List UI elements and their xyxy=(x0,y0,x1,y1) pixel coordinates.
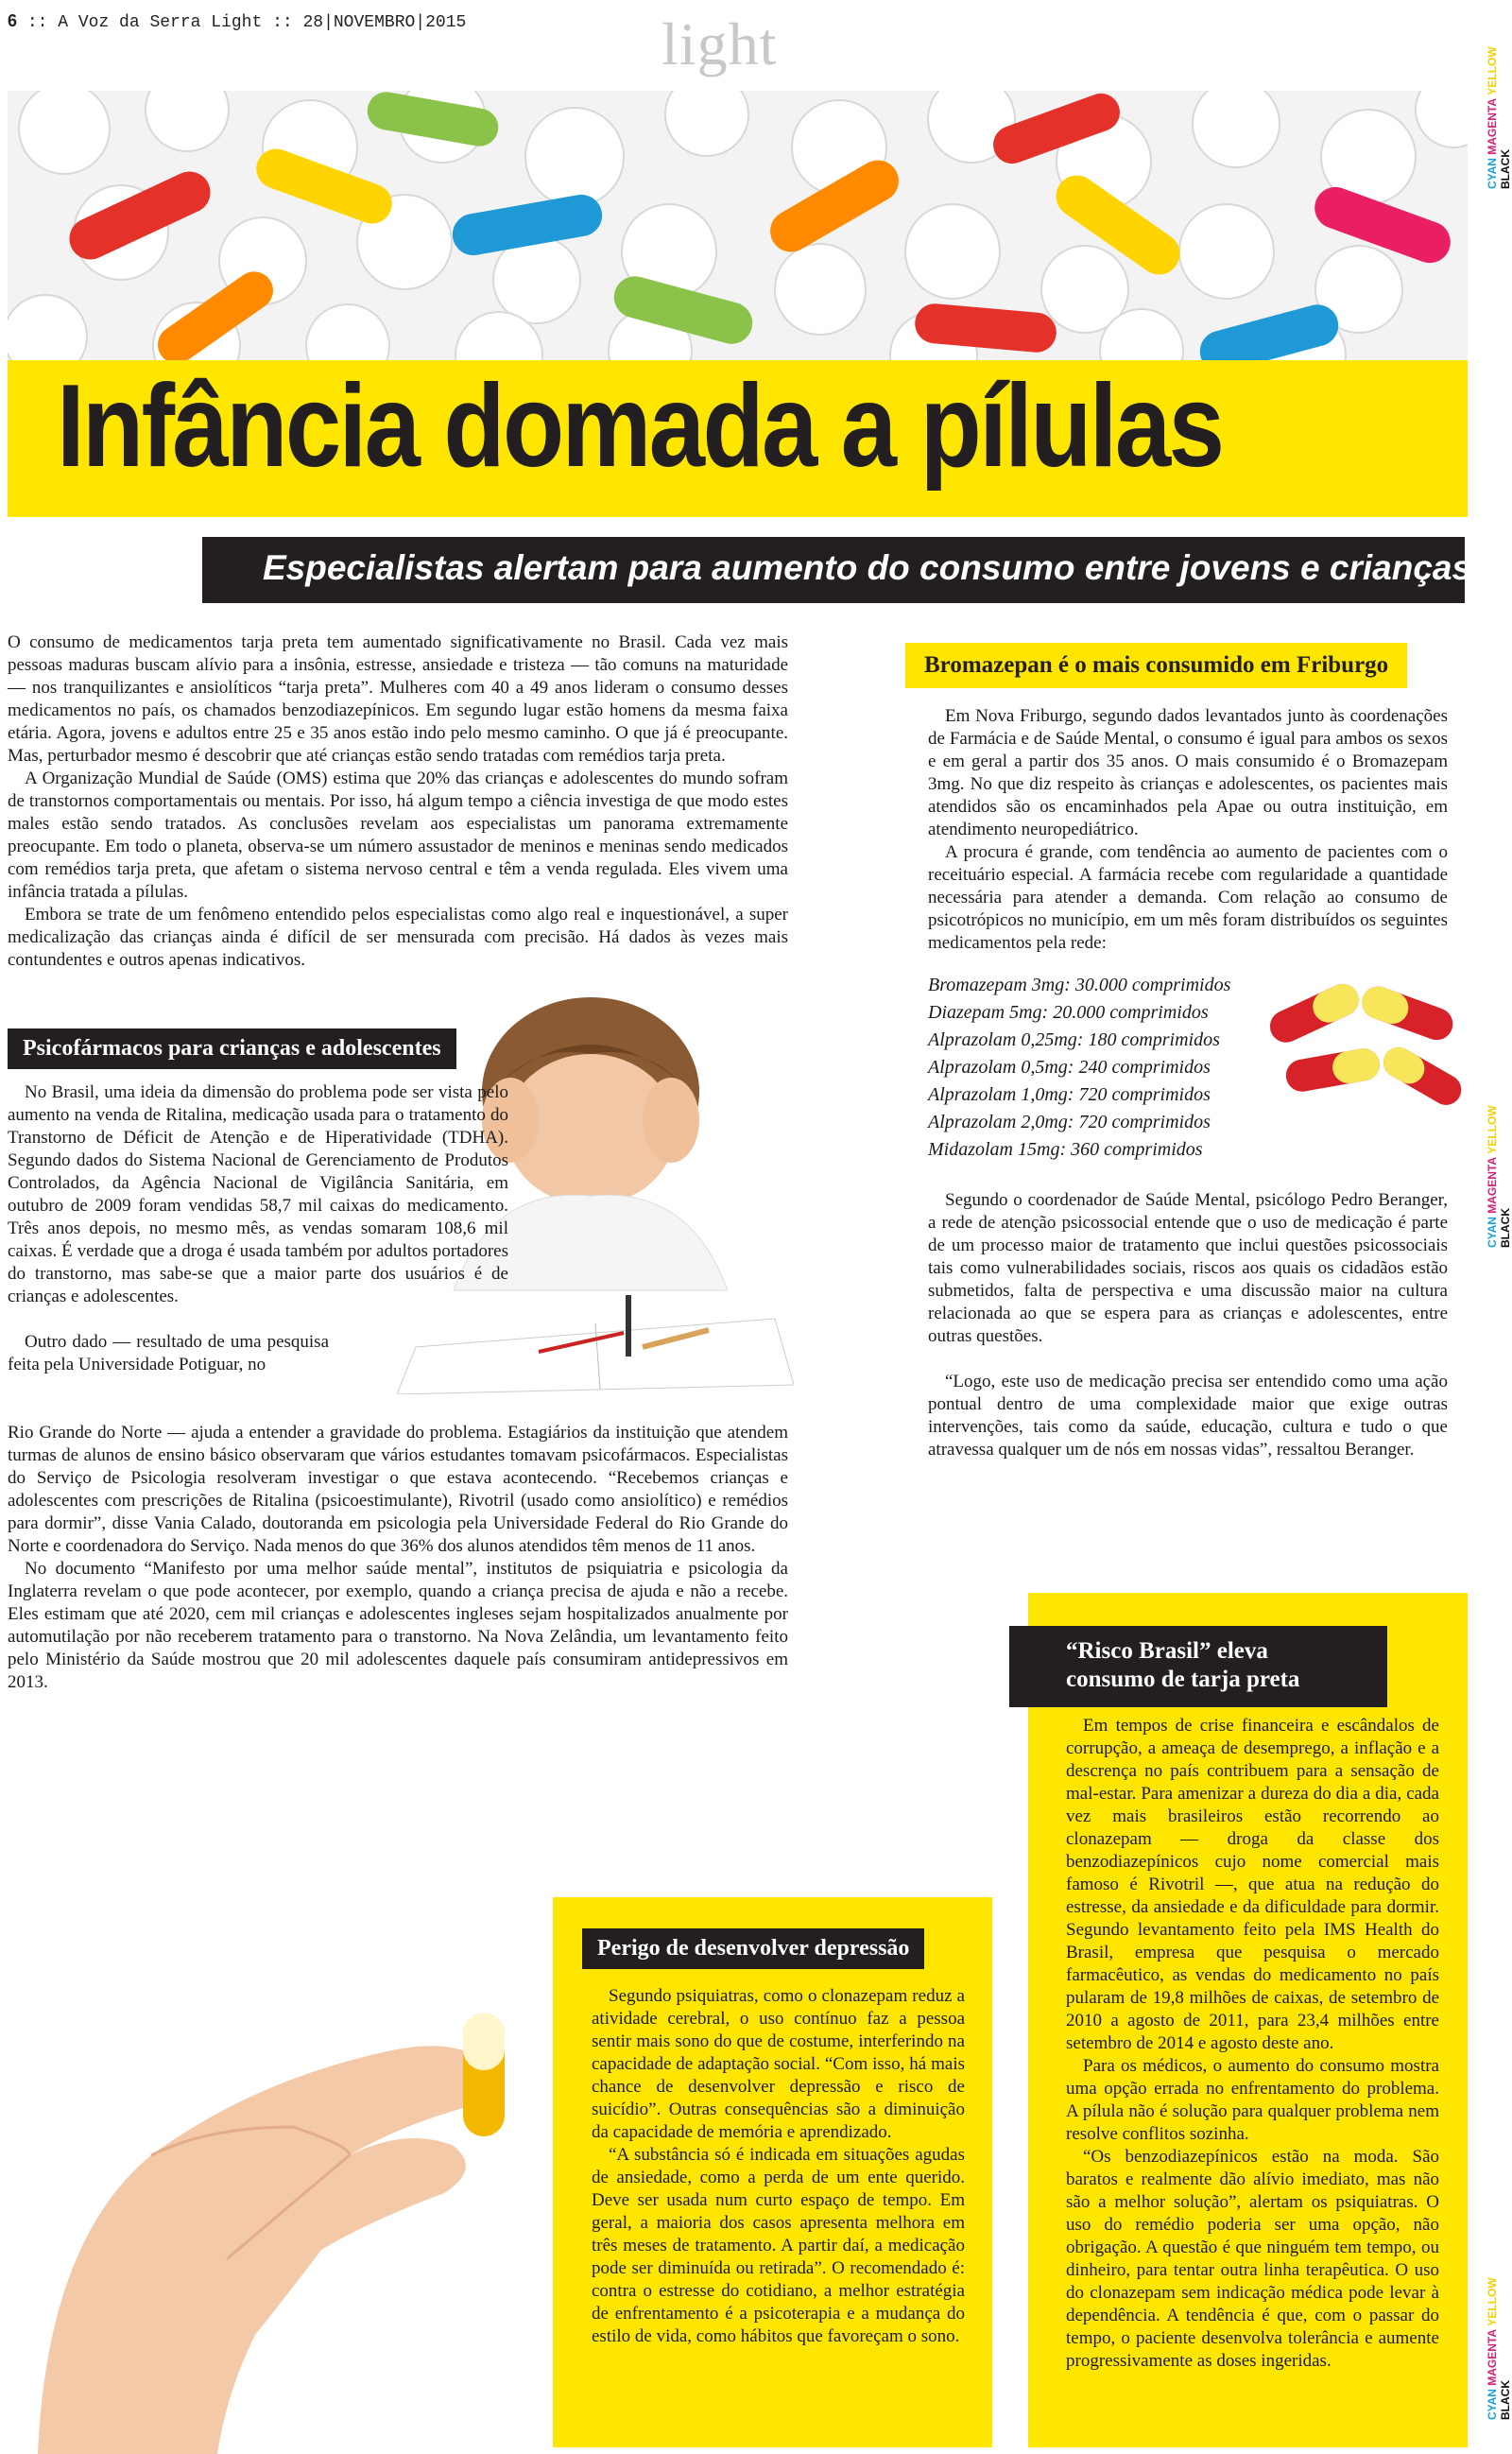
psico-paragraph: Rio Grande do Norte — ajuda a entender a gravidade do problema. Estagiários da instituição que atendem turmas de alunos de ensino básico observaram que vários estudantes tomavam psicofármacos. Especialistas do Serviço de Psicologia resolveram investigar o que estava acontecendo. “Recebemos crianças e adolescentes com prescrições de Ritalina (psicoestimulante), Rivotril (usado como ansiolítico) e remédios para dormir”, disse Vania Calado, doutoranda em psicologia pela Universidade Federal do Rio Grande do Norte e coordenadora do Serviço. Nada menos do que 36% dos alunos atendidos têm menos de 11 anos. xyxy=(8,1423,788,1556)
color-marks-bottom: CYAN MAGENTA YELLOW BLACK xyxy=(1486,2277,1512,2420)
perigo-text xyxy=(592,1985,965,2348)
drug-list xyxy=(928,972,1230,1164)
section-name: light xyxy=(662,10,778,78)
drug-list-item: Alprazolam 2,0mg: 720 comprimidos xyxy=(928,1112,1211,1132)
psico-wide-text xyxy=(8,1422,788,1694)
article-title: Infância domada a pílulas xyxy=(57,361,1223,492)
risco-paragraph: Em tempos de crise financeira e escândalos de corrupção, a ameaça de desemprego, a inflação e a descrença no país contribuem para a sensação de mal-estar. Para amenizar a dureza do dia a dia, cada vez mais brasileiros estão recorrendo ao clonazepam — droga da classe dos benzodiazepínicos cujo nome comercial mais famoso é Rivotril —, que atua na redução do estresse, da ansiedade e da dificuldade para dormir. Segundo levantamento feito pela IMS Health do Brasil, empresa que pesquisa o mercado farmacêutico, as vendas do medicamento no país pularam de 19,8 milhões de caixas, de setembro de 2010 a agosto de 2011, para 23,4 milhões entre setembro de 2014 e agosto deste ano. xyxy=(1066,1716,1439,2053)
risco-text xyxy=(1066,1715,1439,2373)
masthead-text: :: A Voz da Serra Light :: 28|NOVEMBRO|2015 xyxy=(26,13,467,32)
masthead xyxy=(8,11,466,32)
intro-paragraph: A Organização Mundial de Saúde (OMS) estima que 20% das crianças e adolescentes do mundo sofram de transtornos comportamentais ou mentais. Por isso, há algum tempo a ciência investiga de que modo estes males estão sendo tratados. As conclusões revelam aos especialistas um panorama extremamente preocupante. Em todo o planeta, observa-se um número assustador de meninos e meninas sendo medicados com remédios tarja preta, que afetam o sistema nervoso central e têm a venda regulada. Eles vivem uma infância tratada a pílulas. xyxy=(8,769,788,902)
bromazepan-paragraph: A procura é grande, com tendência ao aumento de pacientes com o receituário especial. A farmácia recebe com regularidade a quantidade necessária para atender a demanda. Com relação ao consumo de psicotrópicos no município, em um mês foram distribuídos os seguintes medicamentos pela rede: xyxy=(928,842,1448,953)
drug-list-item: Midazolam 15mg: 360 comprimidos xyxy=(928,1139,1203,1160)
psico-paragraph: No Brasil, uma ideia da dimensão do problema pode ser vista pelo aumento na venda de Ritalina, medicação usada para o tratamento do Transtorno de Déficit de Atenção e de Hiperatividade (TDHA). Segundo dados do Sistema Nacional de Gerenciamento de Produtos Controlados, da Agência Nacional de Vigilância Sanitária, em outubro de 2009 foram vendidas 58,7 mil caixas do medicamento. Três anos depois, no mesmo mês, as vendas somaram 108,6 mil caixas. É verdade que a droga é usada também por adultos portadores do transtorno, mas sabe-se que a maior parte dos usuários é de crianças e adolescentes. xyxy=(8,1082,508,1306)
risco-heading-line: consumo de tarja preta xyxy=(1066,1667,1300,1692)
psico-paragraph: No documento “Manifesto por uma melhor saúde mental”, institutos de psiquiatria e psicologia da Inglaterra revelam o que pode acontecer, por exemplo, quando a criança precisa de ajuda e não a recebe. Eles estimam que até 2020, cem mil crianças e adolescentes ingleses sejam hospitalizados anualmente por automutilação por não receberem tratamento para o transtorno. Na Nova Zelândia, um levantamento feito pelo Ministério da Saúde mostrou que 20 mil adolescentes daquele país consumiram antidepressivos em 2013. xyxy=(8,1559,788,1692)
psico-narrow-text-2 xyxy=(8,1331,329,1376)
psico-paragraph: Outro dado — resultado de uma pesquisa feita pela Universidade Potiguar, no xyxy=(8,1332,329,1374)
page-number: 6 xyxy=(8,11,18,30)
bromazepan-paragraph: Segundo o coordenador de Saúde Mental, psicólogo Pedro Beranger, a rede de atenção psicossocial entende que o uso de medicação é parte de um processo maior de tratamento que inclui questões psicossociais tais como vulnerabilidades sociais, riscos aos quais os cidadãos estão submetidos, falta de perspectiva e uma discussão maior na cultura relacionada ao que se espera para as crianças e adolescentes, entre outras questões. xyxy=(928,1190,1448,1346)
drug-list-item: Alprazolam 1,0mg: 720 comprimidos xyxy=(928,1084,1211,1105)
risco-heading-line: “Risco Brasil” eleva xyxy=(1066,1638,1268,1664)
bromazepan-paragraph: Em Nova Friburgo, segundo dados levantados junto às coordenações de Farmácia e de Saúde Mental, o consumo é igual para ambos os sexos e em geral a partir dos 35 anos. O mais consumido é o Bromazepam 3mg. No que diz respeito às crianças e adolescentes, os pacientes mais atendidos são os encaminhados pela Apae ou outra instituição, em atendimento neuropediátrico. xyxy=(928,706,1448,839)
color-marks-top: CYAN MAGENTA YELLOW BLACK xyxy=(1486,46,1512,189)
bromazepan-paragraph: “Logo, este uso de medicação precisa ser entendido como uma ação pontual dentro de uma complexidade maior que exige outras intervenções, tais como da saúde, educação, cultura e tudo o que atravessa qualquer um de nós em nossas vidas”, ressaltou Beranger. xyxy=(928,1372,1448,1460)
psico-heading: Psicofármacos para crianças e adolescentes xyxy=(8,1028,456,1069)
perigo-heading: Perigo de desenvolver depressão xyxy=(582,1928,924,1969)
risco-paragraph: “Os benzodiazepínicos estão na moda. São baratos e realmente dão alívio imediato, mas não são a melhor solução”, alertam os psiquiatras. O uso do remédio poderia ser uma opção, não obrigação. A questão é que ninguém tem tempo, ou dinheiro, para tentar outra linha terapêutica. O uso do clonazepam sem indicação médica pode levar à dependência. A tendência é que, com o passar do tempo, o paciente desenvolva tolerância e aumente progressivamente as doses ingeridas. xyxy=(1066,2147,1439,2371)
pills-banner-photo xyxy=(8,91,1468,360)
bromazepan-heading: Bromazepan é o mais consumido em Friburgo xyxy=(905,643,1407,688)
drug-list-item: Diazepam 5mg: 20.000 comprimidos xyxy=(928,1002,1209,1023)
article-subtitle: Especialistas alertam para aumento do consumo entre jovens e crianças xyxy=(202,537,1465,603)
capsules-illustration xyxy=(1247,974,1474,1115)
drug-list-item: Alprazolam 0,5mg: 240 comprimidos xyxy=(928,1057,1211,1078)
drug-list-item: Bromazepam 3mg: 30.000 comprimidos xyxy=(928,975,1231,995)
bromazepan-text-after xyxy=(928,1189,1448,1461)
pills-illustration xyxy=(8,91,1468,360)
risco-heading xyxy=(1009,1626,1387,1707)
risco-paragraph: Para os médicos, o aumento do consumo mostra uma opção errada no enfrentamento do problema. A pílula não é solução para qualquer problema nem resolve conflitos sozinha. xyxy=(1066,2056,1439,2144)
intro-paragraph: Embora se trate de um fenômeno entendido pelos especialistas como algo real e inquestionável, a super medicalização das crianças ainda é difícil de ser mensurada com precisão. Há dados às vezes mais contundentes e outros apenas indicativos. xyxy=(8,905,788,970)
hand-illustration xyxy=(9,1843,548,2454)
drug-list-item: Alprazolam 0,25mg: 180 comprimidos xyxy=(928,1029,1220,1050)
capsules-photo xyxy=(1247,974,1474,1115)
perigo-paragraph: Segundo psiquiatras, como o clonazepam reduz a atividade cerebral, o uso contínuo faz a pessoa sentir mais sono do que de costume, interferindo na capacidade de adaptação social. “Com isso, há mais chance de desenvolver depressão e risco de suicídio”. Outras consequências são a diminuição da capacidade de memória e aprendizado. xyxy=(592,1986,965,2142)
bromazepan-text xyxy=(928,705,1448,955)
intro-text xyxy=(8,631,788,972)
psico-narrow-text xyxy=(8,1081,508,1308)
color-marks-middle: CYAN MAGENTA YELLOW BLACK xyxy=(1486,1105,1512,1248)
perigo-paragraph: “A substância só é indicada em situações agudas de ansiedade, como a perda de um ente querido. Deve ser usada num curto espaço de tempo. Em geral, a maioria dos casos apresenta melhora em três meses de tratamento. A partir daí, a medicação pode ser diminuída ou retirada”. O recomendado é: contra o estresse do cotidiano, a melhor estratégia de enfrentamento é a psicoterapia e a mudança do estilo de vida, como hábitos que favoreçam o sono. xyxy=(592,2145,965,2346)
intro-paragraph: O consumo de medicamentos tarja preta tem aumentado significativamente no Brasil. Cada vez mais pessoas maduras buscam alívio para a insônia, estresse, ansiedade e tristeza — tão comuns na maturidade — nos tranquilizantes e ansiolíticos “tarja preta”. Mulheres com 40 a 49 anos lideram o consumo desses medicamentos no país, os chamados benzodiazepínicos. Em segundo lugar estão homens da mesma faixa etária. Agora, jovens e adultos entre 25 e 35 anos estão indo pelo mesmo caminho. O que já é preocupante. Mas, perturbador mesmo é descobrir que até crianças estão sendo tratadas com remédios tarja preta. xyxy=(8,632,788,766)
hand-capsule-photo xyxy=(9,1843,548,2454)
